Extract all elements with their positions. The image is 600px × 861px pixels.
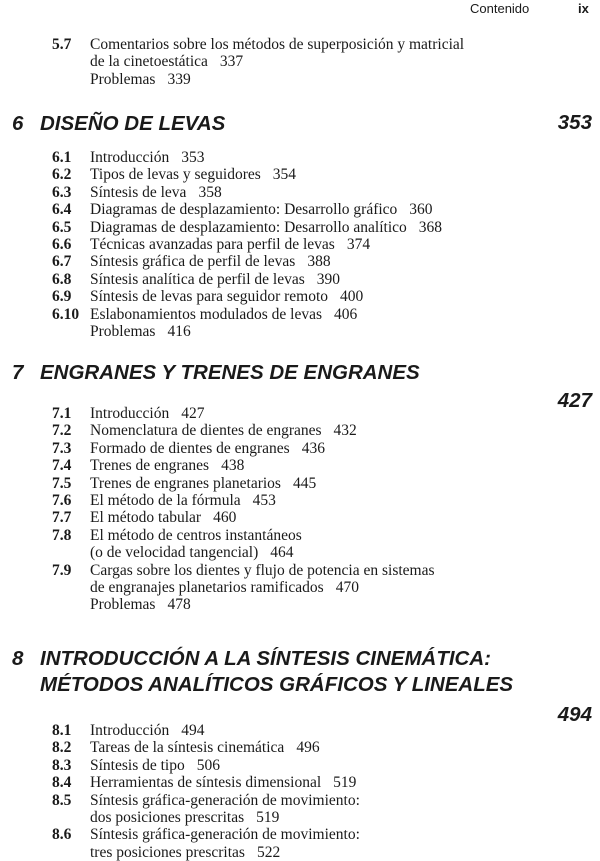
entry-title [90, 166, 600, 183]
chapter-title [40, 646, 600, 698]
entry-title-line [90, 201, 600, 218]
entry-text: El método de la fórmula [90, 492, 241, 510]
entry-title-line [90, 739, 600, 756]
entry-page-number: 436 [301, 439, 325, 457]
section-entries [0, 36, 600, 88]
entry-title-line [90, 492, 600, 509]
entry-page-number: 353 [181, 149, 205, 166]
toc-entry[interactable] [0, 36, 600, 71]
header-page-number: ix [578, 1, 589, 16]
entry-title [90, 71, 600, 88]
chapter-page-number: 353 [557, 111, 592, 134]
entry-page-number: 358 [198, 183, 222, 201]
entry-title [90, 422, 600, 439]
entry-title-line [90, 36, 600, 53]
entry-text: dos posiciones prescritas [90, 809, 245, 827]
entry-title-line [90, 509, 600, 526]
entry-number: 7.4 [52, 457, 72, 475]
chapter-heading [0, 360, 600, 386]
entry-title [90, 509, 600, 526]
entry-title-line [90, 149, 600, 166]
entry-page-number: 453 [252, 492, 276, 510]
entry-title [90, 722, 600, 739]
entry-title-line [90, 826, 600, 843]
entry-text: Tareas de la síntesis cinemática [90, 739, 285, 757]
entry-title [90, 184, 600, 201]
entry-page-number: 460 [213, 509, 237, 527]
entry-page-number: 478 [167, 596, 191, 614]
toc-entry[interactable] [0, 527, 600, 562]
entry-page-number: 522 [256, 843, 281, 861]
entry-page-number: 506 [196, 756, 220, 774]
toc-entry[interactable] [0, 774, 600, 791]
entry-number: 6.7 [52, 253, 72, 271]
entry-title-line [90, 475, 600, 492]
entry-text: Diagramas de desplazamiento: Desarrollo analítico [90, 218, 407, 236]
entry-title [90, 757, 600, 774]
entry-title-line [90, 774, 600, 791]
entry-number: 8.2 [52, 739, 72, 757]
entry-number: 6.1 [52, 149, 72, 166]
toc-entry[interactable] [0, 149, 600, 166]
chapter-number: 7 [12, 361, 24, 384]
entry-title-line [90, 236, 600, 253]
toc-entry[interactable] [0, 596, 600, 613]
entry-text: Síntesis gráfica-generación de movimiento: [90, 791, 360, 809]
entry-title-line [90, 596, 600, 613]
entry-number: 8.3 [52, 756, 72, 774]
entry-title [90, 440, 600, 457]
entry-title [90, 475, 600, 492]
chapter-number: 6 [12, 112, 24, 135]
entry-page-number: 337 [219, 53, 244, 71]
entry-text: Diagramas de desplazamiento: Desarrollo gráfico [90, 201, 398, 219]
chapter-title-line: MÉTODOS ANALÍTICOS GRÁFICOS Y LINEALES [40, 673, 514, 696]
entry-page-number: 339 [167, 70, 191, 88]
entry-number: 7.3 [52, 439, 72, 457]
entry-page-number: 445 [292, 474, 317, 492]
toc-entry[interactable] [0, 236, 600, 253]
entry-title [90, 253, 600, 270]
entry-page-number: 427 [181, 405, 205, 422]
toc-entry[interactable] [0, 826, 600, 861]
entry-title [90, 527, 600, 562]
entry-text: de engranajes planetarios ramificados [90, 579, 324, 597]
entry-title [90, 149, 600, 166]
entry-text: Herramientas de síntesis dimensional [90, 774, 322, 792]
entry-text: Eslabonamientos modulados de levas [90, 305, 323, 323]
entry-text: tres posiciones prescritas [90, 843, 245, 861]
entry-page-number: 388 [307, 253, 331, 271]
chapter-title [40, 111, 600, 137]
toc-entry[interactable] [0, 71, 600, 88]
entry-title [90, 236, 600, 253]
entry-title [90, 457, 600, 474]
entry-number: 7.1 [52, 405, 72, 422]
entry-title [90, 323, 600, 340]
entry-number: 7.7 [52, 509, 72, 527]
entry-text: Cargas sobre los dientes y flujo de potencia en sistemas [90, 561, 435, 579]
toc-entry[interactable] [0, 288, 600, 305]
entry-text: Síntesis de tipo [90, 756, 185, 774]
entry-page-number: 438 [221, 457, 245, 475]
entry-title [90, 562, 600, 597]
toc-entry[interactable] [0, 253, 600, 270]
entry-page-number: 464 [270, 544, 294, 562]
entry-title-line [90, 166, 600, 183]
entry-title [90, 492, 600, 509]
entry-number: 6.4 [52, 201, 72, 219]
entry-title-line [90, 53, 600, 70]
entry-title-line [90, 288, 600, 305]
entry-title-line [90, 323, 600, 340]
chapter-title-line: INTRODUCCIÓN A LA SÍNTESIS CINEMÁTICA: [40, 647, 491, 670]
entry-title-line [90, 184, 600, 201]
entry-title [90, 36, 600, 71]
entry-number: 6.10 [52, 305, 80, 323]
entry-text: de la cinetoestática [90, 53, 208, 71]
entry-number: 6.8 [52, 270, 72, 288]
entry-number: 8.1 [52, 722, 72, 739]
entry-number: 6.6 [52, 236, 72, 254]
entry-title-line [90, 405, 600, 422]
entry-page-number: 360 [409, 201, 433, 219]
entry-page-number: 354 [272, 166, 297, 184]
entry-title-line [90, 579, 600, 596]
toc-entry[interactable] [0, 509, 600, 526]
entry-number: 7.2 [52, 422, 72, 440]
toc-entry[interactable] [0, 201, 600, 218]
chapter-heading [0, 646, 600, 698]
section-entries [0, 722, 600, 861]
entry-title [90, 288, 600, 305]
chapter-title-line: ENGRANES Y TRENES DE ENGRANES [40, 361, 420, 384]
entry-title [90, 306, 600, 323]
entry-number: 7.6 [52, 492, 72, 510]
entry-text: Síntesis gráfica de perfil de levas [90, 253, 296, 271]
entry-number: 7.8 [52, 526, 72, 544]
entry-text: Introducción [90, 722, 170, 739]
entry-number: 5.7 [52, 36, 72, 53]
entry-title-line [90, 306, 600, 323]
entry-text: Formado de dientes de engranes [90, 439, 290, 457]
entry-title-line [90, 457, 600, 474]
entry-number: 8.6 [52, 826, 72, 844]
entry-title-line [90, 440, 600, 457]
chapter-page-number: 427 [557, 389, 592, 412]
toc-entry[interactable] [0, 475, 600, 492]
section-entries [0, 405, 600, 614]
entry-title-line [90, 219, 600, 236]
entry-title-line [90, 757, 600, 774]
toc-entry[interactable] [0, 405, 600, 422]
entry-title-line [90, 422, 600, 439]
entry-text: Introducción [90, 405, 170, 422]
toc-entry[interactable] [0, 271, 600, 288]
toc-entry[interactable] [0, 306, 600, 323]
chapter-number: 8 [12, 647, 24, 670]
entry-title-line [90, 271, 600, 288]
entry-title-line [90, 722, 600, 739]
entry-title [90, 792, 600, 827]
chapter-title-line: DISEÑO DE LEVAS [40, 112, 226, 135]
entry-title-line [90, 71, 600, 88]
entry-title [90, 774, 600, 791]
entry-page-number: 496 [296, 739, 320, 757]
toc-entry[interactable] [0, 792, 600, 827]
toc-entry[interactable] [0, 722, 600, 739]
entry-page-number: 470 [335, 579, 359, 597]
entry-title-line [90, 562, 600, 579]
entry-text: (o de velocidad tangencial) [90, 544, 259, 562]
entry-title [90, 405, 600, 422]
chapter-page-number: 494 [557, 703, 592, 726]
entry-text: Comentarios sobre los métodos de superposición y matricial [90, 36, 465, 53]
entry-text: Tipos de levas y seguidores [90, 166, 261, 184]
entry-title [90, 271, 600, 288]
entry-title-line [90, 792, 600, 809]
entry-title [90, 739, 600, 756]
entry-number: 8.4 [52, 774, 72, 792]
toc-entry[interactable] [0, 739, 600, 756]
entry-number: 6.5 [52, 218, 72, 236]
toc-entry[interactable] [0, 492, 600, 509]
entry-number: 6.2 [52, 166, 72, 184]
entry-page-number: 368 [418, 218, 443, 236]
entry-title-line [90, 809, 600, 826]
entry-title-line [90, 527, 600, 544]
entry-text: Síntesis gráfica-generación de movimiento: [90, 826, 360, 844]
entry-page-number: 494 [181, 722, 205, 739]
toc-entry[interactable] [0, 562, 600, 597]
entry-number: 6.3 [52, 183, 72, 201]
entry-page-number: 374 [346, 236, 371, 254]
entry-text: Problemas [90, 596, 156, 614]
entry-text: Problemas [90, 70, 156, 88]
entry-page-number: 416 [167, 323, 191, 341]
entry-text: Síntesis de leva [90, 183, 187, 201]
entry-number: 7.9 [52, 561, 72, 579]
toc-entry[interactable] [0, 422, 600, 439]
entry-number: 6.9 [52, 288, 72, 306]
entry-text: El método de centros instantáneos [90, 526, 302, 544]
toc-entry[interactable] [0, 457, 600, 474]
toc-entry[interactable] [0, 219, 600, 236]
chapter-heading [0, 111, 600, 137]
entry-text: Síntesis de levas para seguidor remoto [90, 288, 329, 306]
entry-number: 7.5 [52, 474, 72, 492]
entry-text: Problemas [90, 323, 156, 341]
entry-page-number: 400 [340, 288, 364, 306]
toc-entry[interactable] [0, 440, 600, 457]
entry-text: El método tabular [90, 509, 202, 527]
entry-text: Síntesis analítica de perfil de levas [90, 270, 305, 288]
toc-entry[interactable] [0, 323, 600, 340]
toc-entry[interactable] [0, 166, 600, 183]
entry-text: Técnicas avanzadas para perfil de levas [90, 236, 335, 254]
entry-page-number: 390 [316, 270, 341, 288]
entry-title [90, 219, 600, 236]
entry-title [90, 201, 600, 218]
entry-page-number: 406 [334, 305, 358, 323]
toc-entry[interactable] [0, 757, 600, 774]
entry-title [90, 596, 600, 613]
entry-text: Trenes de engranes [90, 457, 210, 475]
entry-page-number: 432 [333, 422, 357, 440]
section-entries [0, 149, 600, 340]
entry-text: Nomenclatura de dientes de engranes [90, 422, 322, 440]
entry-title-line [90, 544, 600, 561]
chapter-title [40, 360, 600, 386]
entry-title-line [90, 253, 600, 270]
entry-title [90, 826, 600, 861]
entry-text: Trenes de engranes planetarios [90, 474, 281, 492]
entry-page-number: 519 [333, 774, 357, 792]
entry-text: Introducción [90, 149, 170, 166]
entry-page-number: 519 [256, 809, 280, 827]
toc-entry[interactable] [0, 184, 600, 201]
entry-title-line [90, 844, 600, 861]
header-title: Contenido [470, 1, 530, 16]
entry-number: 8.5 [52, 791, 72, 809]
